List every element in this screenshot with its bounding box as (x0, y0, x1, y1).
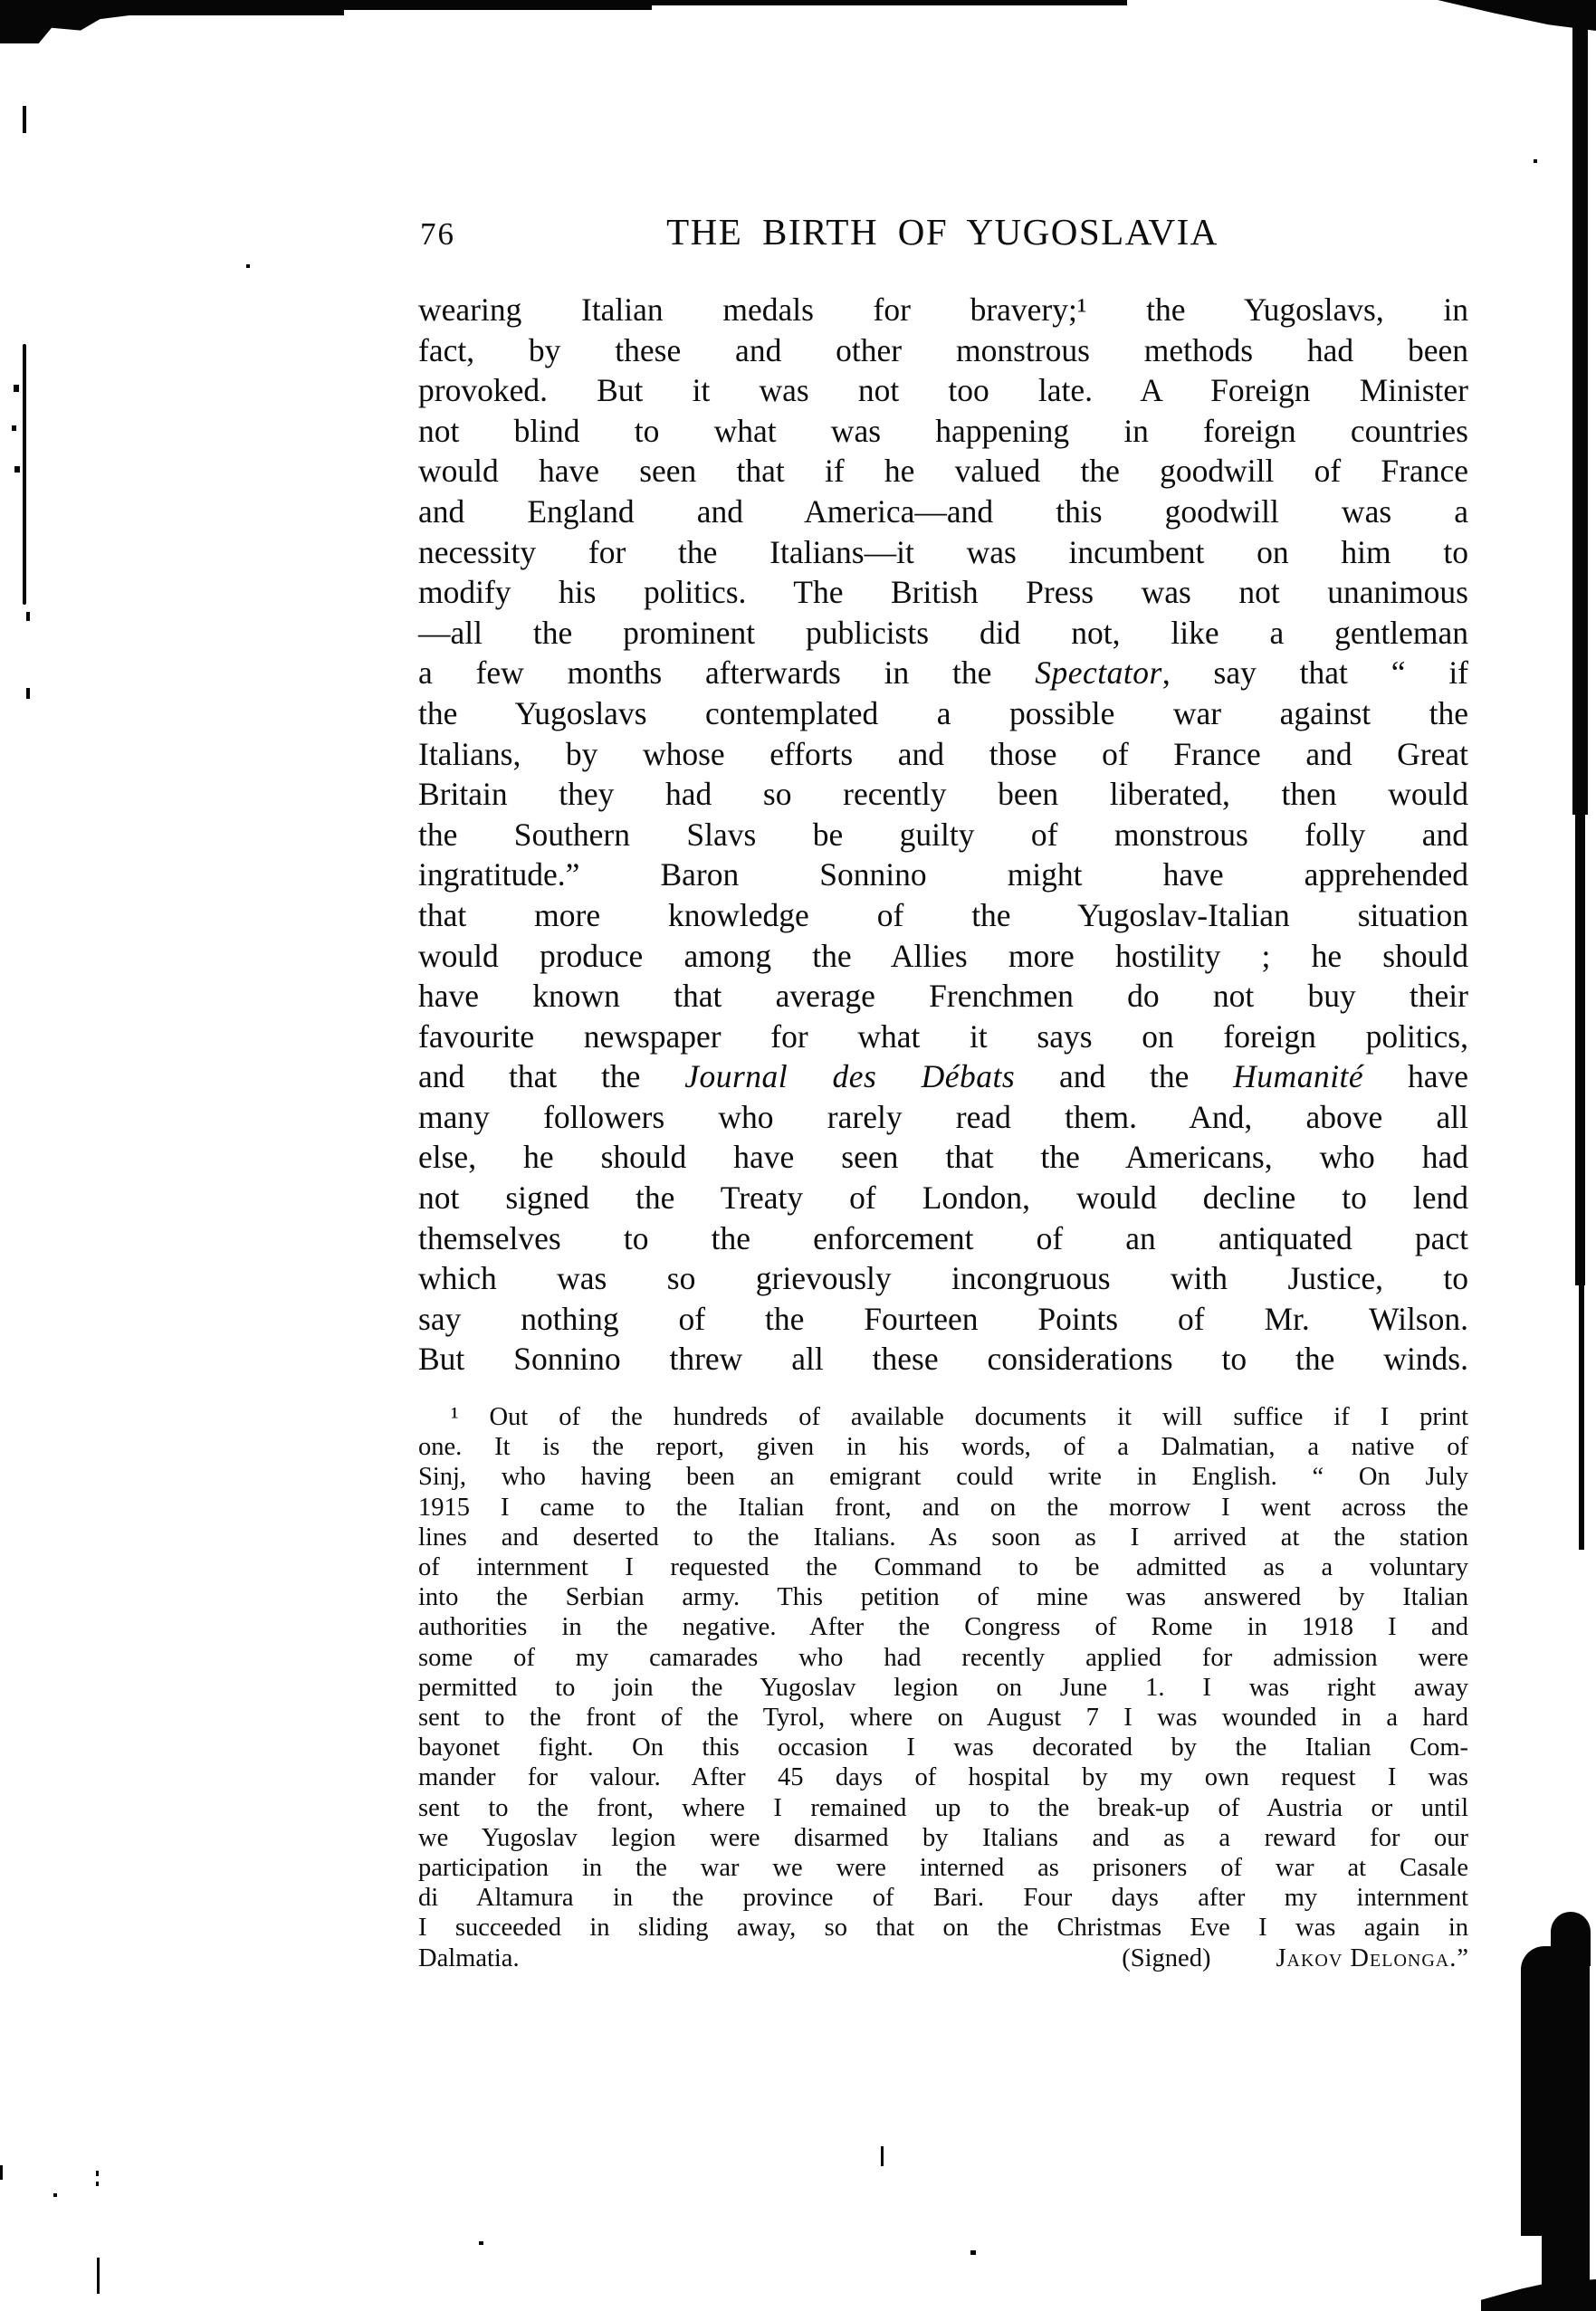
scan-artifact-right-edge (1572, 0, 1588, 815)
footnote-signature-name: Jakov Delonga.” (1276, 1943, 1468, 1972)
text-line: necessity for the Italians—it was incumbent on him to (418, 533, 1468, 570)
scan-artifact-left-mark (23, 344, 26, 605)
text-line: that more knowledge of the Yugoslav-Italian situation (418, 896, 1468, 933)
scan-artifact-left-mark (14, 385, 19, 392)
scan-artifact-left-mark (14, 466, 20, 473)
text-line: else, he should have seen that the Americans, who had (418, 1139, 1468, 1176)
text-line: wearing Italian medals for bravery;¹ the Yugoslavs, in (418, 291, 1468, 328)
scan-artifact-bottom-right-bar (1542, 2209, 1590, 2292)
scan-artifact-bottom-left-mark (53, 2193, 57, 2197)
scan-artifact-left-mark (26, 688, 30, 699)
scan-artifact-bottom-left-mark (96, 2171, 99, 2176)
body-text (418, 290, 1468, 1380)
text-line: the Southern Slavs be guilty of monstrous folly and (418, 816, 1468, 853)
page-number: 76 (420, 216, 455, 252)
text-line: permitted to join the Yugoslav legion on June 1. I was right away (418, 1673, 1468, 1702)
text-line: of internment I requested the Command to be admitted as a voluntary (418, 1553, 1468, 1582)
scan-artifact-speck (246, 264, 250, 268)
text-line: participation in the war we were interned as prisoners of war at Casale (418, 1854, 1468, 1883)
scan-artifact-right-edge (1575, 806, 1585, 1285)
text-line: di Altamura in the province of Bari. Four days after my internment (418, 1884, 1468, 1913)
scan-artifact-speck (970, 2250, 976, 2255)
text-line: provoked. But it was not too late. A Foreign Minister (418, 372, 1468, 409)
text-line: would have seen that if he valued the goodwill of France (418, 453, 1468, 490)
scan-artifact-left-mark (23, 106, 26, 133)
text-line: would produce among the Allies more hostility ; he should (418, 937, 1468, 974)
text-line: themselves to the enforcement of an antiquated pact (418, 1219, 1468, 1256)
text-line: have known that average Frenchmen do not buy their (418, 978, 1468, 1015)
text-line: and England and America—and this goodwill was a (418, 492, 1468, 530)
text-line: favourite newspaper for what it says on foreign politics, (418, 1017, 1468, 1055)
footnote-signature-line (418, 1943, 1468, 1973)
scan-artifact-bottom-left-mark (97, 2258, 100, 2294)
text-line: modify his politics. The British Press was not unanimous (418, 574, 1468, 611)
text-line: lines and deserted to the Italians. As soon as I arrived at the station (418, 1523, 1468, 1552)
text-line: Britain they had so recently been liberated, then would (418, 776, 1468, 813)
footnote-signed-label: (Signed) (1122, 1943, 1211, 1972)
footnote-text (418, 1402, 1468, 1943)
text-line: some of my camarades who had recently applied for admission were (418, 1643, 1468, 1672)
scan-artifact-left-mark (26, 612, 30, 621)
text-line: I succeeded in sliding away, so that on the Christmas Eve I was again in (418, 1914, 1468, 1943)
scan-artifact-speck (881, 2146, 884, 2166)
text-line: Italians, by whose efforts and those of France and Great (418, 735, 1468, 772)
scan-artifact-speck (1534, 159, 1537, 163)
text-line: say nothing of the Fourteen Points of Mr. Wilson. (418, 1300, 1468, 1337)
footnote (418, 1402, 1468, 1973)
text-line: —all the prominent publicists did not, like a gentleman (418, 614, 1468, 651)
text-line: which was so grievously incongruous with Justice, to (418, 1260, 1468, 1297)
text-line: authorities in the negative. After the Congress of Rome in 1918 I and (418, 1613, 1468, 1642)
text-line: we Yugoslav legion were disarmed by Italians and as a reward for our (418, 1823, 1468, 1852)
scan-artifact-bottom-left-mark (0, 2165, 3, 2180)
text-line: ingratitude.” Baron Sonnino might have apprehended (418, 856, 1468, 893)
text-line: one. It is the report, given in his words, of a Dalmatian, a native of (418, 1433, 1468, 1462)
text-line: fact, by these and other monstrous methods had been (418, 331, 1468, 368)
text-line: ¹ Out of the hundreds of available documents it will suffice if I print (451, 1403, 1468, 1431)
scan-artifact-bottom-right-bar (1521, 1946, 1590, 2236)
scan-artifact-speck (479, 2241, 483, 2245)
text-line: Sinj, who having been an emigrant could write in English. “ On July (418, 1463, 1468, 1492)
page-title: THE BIRTH OF YUGOSLAVIA (666, 211, 1219, 253)
footnote-signature-place: Dalmatia. (418, 1943, 520, 1972)
text-line: 1915 I came to the Italian front, and on the morrow I went across the (418, 1493, 1468, 1522)
scan-artifact-top-left-smudge (0, 0, 161, 43)
text-line: sent to the front of the Tyrol, where on August 7 I was wounded in a hard (418, 1704, 1468, 1733)
text-line: a few months afterwards in the Spectator, say that “ if (418, 654, 1469, 692)
text-line: and that the Journal des Débats and the Humanité have (418, 1058, 1468, 1095)
text-line: not blind to what was happening in foreign countries (418, 412, 1468, 449)
text-line: sent to the front, where I remained up to the break-up of Austria or until (418, 1793, 1468, 1822)
scan-artifact-bottom-right-bar (1481, 2279, 1596, 2311)
text-line: not signed the Treaty of London, would decline to lend (418, 1179, 1468, 1217)
text-line: the Yugoslavs contemplated a possible war against the (418, 694, 1468, 731)
text-line: But Sonnino threw all these considerations to the winds. (418, 1341, 1468, 1378)
text-line: into the Serbian army. This petition of mine was answered by Italian (418, 1583, 1468, 1612)
scan-artifact-right-edge (1579, 1267, 1584, 1550)
text-line: mander for valour. After 45 days of hospital by my own request I was (418, 1763, 1468, 1792)
text-line: bayonet fight. On this occasion I was decorated by the Italian Com- (418, 1733, 1468, 1762)
scan-artifact-bottom-left-mark (96, 2182, 99, 2186)
scan-artifact-left-mark (12, 425, 16, 431)
running-head (418, 210, 1467, 255)
text-line: many followers who rarely read them. And, above all (418, 1098, 1468, 1135)
